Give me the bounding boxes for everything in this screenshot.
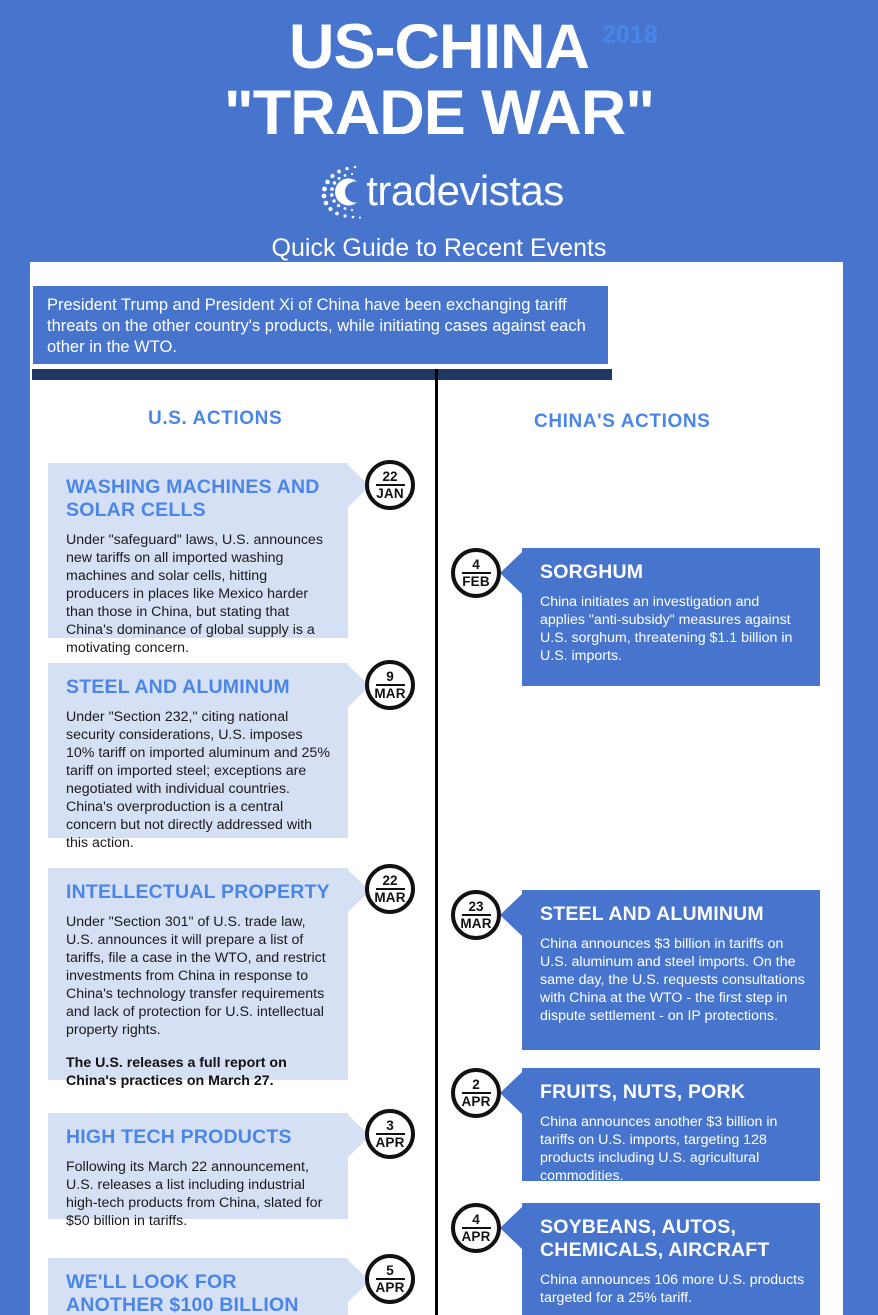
date-bubble[interactable] <box>365 660 415 710</box>
date-month: APR <box>375 1134 405 1150</box>
date-bubble[interactable] <box>451 1203 501 1253</box>
card-pointer-icon <box>500 1207 522 1249</box>
card-title: INTELLECTUAL PROPERTY <box>66 881 330 903</box>
card-text: Following its March 22 announcement, U.S. releases a list including industrial high-tech products from China, slated for $50 billion in tariffs. <box>66 1159 323 1229</box>
card-title: SOYBEANS, AUTOS, CHEMICALS, AIRCRAFT <box>540 1216 770 1261</box>
card-text: China announces 106 more U.S. products targeted for a 25% tariff. <box>540 1272 805 1306</box>
date-day: 2 <box>472 1076 480 1092</box>
brand-logo <box>0 160 878 222</box>
card-title: STEEL AND ALUMINUM <box>66 676 290 698</box>
infographic-header <box>0 0 878 262</box>
date-month: MAR <box>374 889 406 905</box>
date-bubble[interactable] <box>365 864 415 914</box>
date-month: MAR <box>374 685 406 701</box>
date-month: MAR <box>460 915 492 931</box>
card-title: SORGHUM <box>540 561 644 583</box>
year-badge: 2018 <box>602 21 658 49</box>
navy-divider-rule <box>32 369 612 380</box>
card-text: Under "Section 301" of U.S. trade law, U.S. announces it will prepare a list of tariffs, file a case in the WTO, and restrict investments from China in response to China's technology transfer requirements and lack of protection for U.S. intellectual property rights. <box>66 914 326 1038</box>
card-title: WASHING MACHINES AND SOLAR CELLS <box>66 476 320 521</box>
date-month: FEB <box>462 573 490 589</box>
date-day: 22 <box>382 872 398 888</box>
page-subtitle: Quick Guide to Recent Events <box>271 234 607 262</box>
date-bubble[interactable] <box>451 1068 501 1118</box>
date-month: JAN <box>376 485 404 501</box>
card-title: STEEL AND ALUMINUM <box>540 903 764 925</box>
date-day: 22 <box>382 468 398 484</box>
card-pointer-icon <box>500 1072 522 1114</box>
card-body[interactable] <box>48 463 348 656</box>
column-heading-china: CHINA'S ACTIONS <box>534 411 711 432</box>
card-body[interactable] <box>48 1258 348 1315</box>
timeline-center-divider <box>435 369 438 1315</box>
card-pointer-icon <box>500 552 522 594</box>
card-body[interactable] <box>522 548 820 686</box>
intro-row <box>33 286 843 364</box>
card-body[interactable] <box>522 890 820 1050</box>
card-text: China announces $3 billion in tariffs on U.S. aluminum and steel imports. On the same day, the U.S. requests consultations with China at the WTO - the first step in dispute settlement - on IP protections. <box>540 936 805 1024</box>
card-title: FRUITS, NUTS, PORK <box>540 1081 746 1103</box>
card-text: China announces another $3 billion in tariffs on U.S. imports, targeting 128 products including U.S. agricultural commodities. <box>540 1114 778 1184</box>
date-bubble[interactable] <box>451 890 501 940</box>
date-day: 3 <box>386 1117 394 1133</box>
card-title: HIGH TECH PRODUCTS <box>66 1126 292 1148</box>
tradevistas-dotted-arc-logo-icon <box>314 162 370 220</box>
card-title: WE'LL LOOK FOR ANOTHER $100 BILLION <box>66 1271 299 1315</box>
date-bubble[interactable] <box>365 1254 415 1304</box>
date-day: 23 <box>468 898 484 914</box>
date-month: APR <box>461 1228 491 1244</box>
card-note: The U.S. releases a full report on China's practices on March 27. <box>66 1055 287 1089</box>
card-body[interactable] <box>522 1068 820 1184</box>
card-body[interactable] <box>522 1203 820 1315</box>
date-bubble[interactable] <box>365 1109 415 1159</box>
intro-box <box>33 286 608 364</box>
card-text: Under "Section 232," citing national security considerations, U.S. imposes 10% tariff on imported aluminum and 25% tariff on imported steel; exceptions are negotiated with individual countries. China's overproduction is a central concern but not directly addressed with this action. <box>66 709 330 851</box>
intro-text: President Trump and President Xi of China have been exchanging tariff threats on the other country's products, while initiating cases against each other in the WTO. <box>47 296 586 356</box>
date-month: APR <box>375 1279 405 1295</box>
column-heading-us: U.S. ACTIONS <box>148 408 283 429</box>
card-pointer-icon <box>500 894 522 936</box>
brand-wordmark: tradevistas <box>366 167 564 214</box>
card-text: Under "safeguard" laws, U.S. announces new tariffs on all imported washing machines and solar cells, hitting producers in places like Mexico harder than those in China, but stating that China's dominance of global supply is a motivating concern. <box>66 532 323 656</box>
card-body[interactable] <box>48 663 348 851</box>
page-title-line-1: US-CHINA <box>289 12 589 82</box>
date-day: 5 <box>386 1262 394 1278</box>
date-bubble[interactable] <box>365 460 415 510</box>
card-body[interactable] <box>48 1113 348 1229</box>
page-title-line-2: "TRADE WAR" <box>223 78 655 148</box>
date-bubble[interactable] <box>451 548 501 598</box>
date-day: 9 <box>386 668 394 684</box>
date-day: 4 <box>472 556 480 572</box>
card-body[interactable] <box>48 868 348 1089</box>
date-month: APR <box>461 1093 491 1109</box>
date-day: 4 <box>472 1211 480 1227</box>
card-text: China initiates an investigation and applies "anti-subsidy" measures against U.S. sorghum, threatening $1.1 billion in U.S. imports. <box>540 594 793 664</box>
